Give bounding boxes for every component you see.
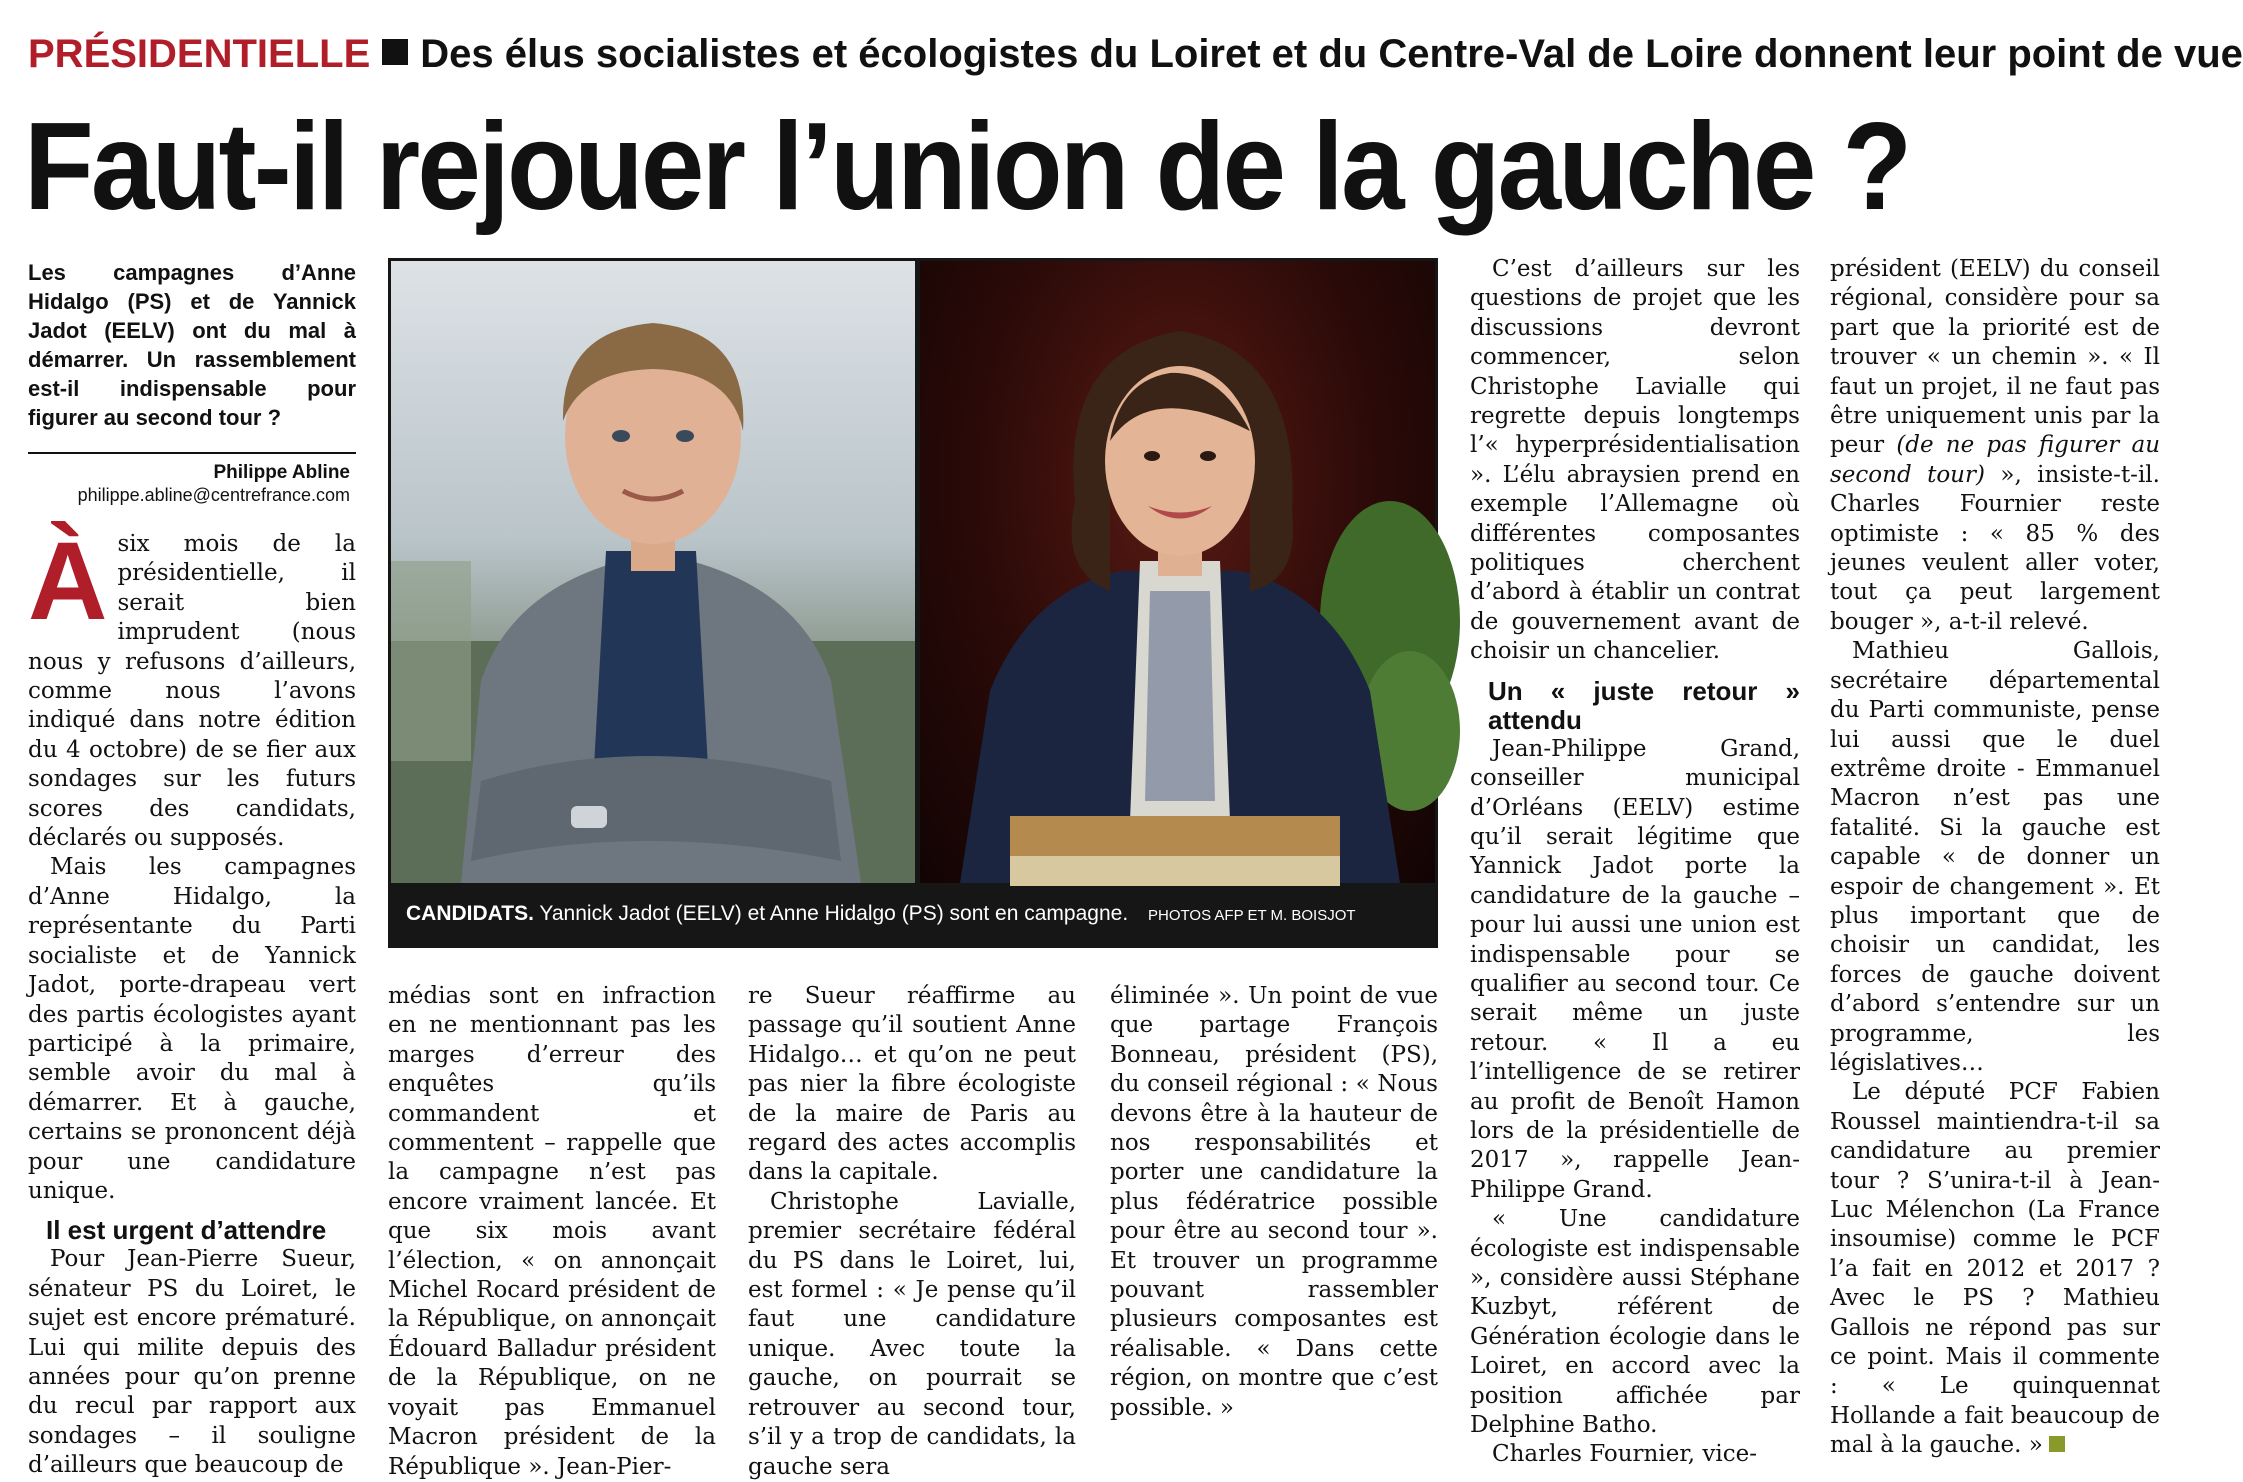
square-bullet-icon — [382, 39, 408, 65]
article-paragraph: C’est d’ailleurs sur les questions de projet que les discussions devront commencer, selon Christophe Lavialle qui regrette depuis longtemps l’« hyperprésidentialisation ». L’élu abraysien prend en exemple l’Allemagne où différentes composantes politiques cherchent d’abord à établir un contrat de gouvernement avant de choisir un chancelier. — [1470, 256, 1800, 665]
byline — [28, 462, 350, 506]
article-paragraph: Christophe Lavialle, premier secrétaire fédéral du PS dans le Loiret, lui, est formel : « Je pense qu’il faut une candidature unique. Avec toute la gauche, on pourrait se retrouver au second tour, s’il y a trop de candidats, la gauche sera — [748, 1188, 1076, 1480]
article-paragraph: éliminée ». Un point de vue que partage François Bonneau, président (PS), du conseil régional : « Nous devons être à la hauteur de nos responsabilités et porter une candidature la plus fédératrice possible pour être au second tour ». Et trouver un programme pouvant rassembler plusieurs composantes est réalisable. « Dans cette région, on montre que c’est possible. » — [1110, 983, 1438, 1421]
end-square-icon — [2049, 1436, 2065, 1452]
article-paragraph: re Sueur réaffirme au passage qu’il soutient Anne Hidalgo… et qu’on ne peut pas nier la fibre écologiste de la maire de Paris au regard des actes accomplis dans la capitale. — [748, 983, 1076, 1186]
candidates-photo — [388, 258, 1438, 948]
photo-credit: PHOTOS AFP ET M. BOISJOT — [1148, 907, 1356, 924]
subheading: Un « juste retour » attendu — [1488, 675, 1800, 735]
portrait-woman-illustration — [920, 261, 1435, 883]
caption-text: Yannick Jadot (EELV) et Anne Hidalgo (PS) sont en campagne. — [539, 902, 1129, 925]
article-paragraph: Charles Fournier, vice- — [1492, 1441, 1758, 1468]
drop-cap: À — [28, 520, 108, 643]
photo-yannick-jadot — [391, 261, 915, 883]
article-paragraph: médias sont en infraction en ne mentionnant pas les marges d’erreur des enquêtes qu’ils commandent et commentent – rappelle que la campagne n’est pas encore vraiment lancée. Et que six mois avant l’élection, « on annonçait Michel Rocard président de la République, on annonçait Édouard Balladur président de la République, on ne voyait pas Emmanuel Macron président de la République ». Jean-Pier- — [388, 983, 716, 1480]
author-name: Philippe Abline — [213, 462, 350, 483]
author-email[interactable]: philippe.abline@centrefrance.com — [77, 485, 350, 505]
article-paragraph: Pour Jean-Pierre Sueur, sénateur PS du Loiret, le sujet est encore prématuré. Lui qui milite depuis des années pour qu’on prenne du recul par rapport aux sondages – il souligne d’ailleurs que beaucoup de — [28, 1246, 356, 1479]
article-column-4 — [1110, 982, 1438, 1467]
article-column-3 — [748, 982, 1076, 1480]
article-paragraph: Le député PCF Fabien Roussel maintiendra-t-il sa candidature au premier tour ? S’unira-t-il à Jean-Luc Mélenchon (La France insoumise) comme le PCF l’a fait en 2012 et 2017 ? Avec le PS ? Mathieu Gallois ne répond pas sur ce point. Mais il commente : « Le quinquennat Hollande a fait beaucoup de mal à la gauche. » — [1830, 1079, 2160, 1459]
article-column-2 — [388, 982, 716, 1480]
article-paragraph: président (EELV) du conseil régional, considère pour sa part que la priorité est de trouver « un chemin ». « Il faut un projet, il ne faut pas être uniquement unis par la peur (de ne pas figurer au second tour) », insiste-t-il. Charles Fournier reste optimiste : « 85 % des jeunes veulent aller voter, tout ça peut largement bouger », a-t-il relevé. — [1830, 256, 2161, 635]
headline: Faut-il rejouer l’union de la gauche ? — [24, 98, 1910, 236]
article-paragraph: Mais les campagnes d’Anne Hidalgo, la représentante du Parti socialiste et de Yannick Jadot, porte-drapeau vert des partis écologistes ayant participé à la primaire, semble avoir du mal à démarrer. Et à gauche, certains se prononcent déjà pour une candidature unique. — [28, 854, 356, 1204]
photo-caption — [406, 894, 1428, 934]
subheading: Il est urgent d’attendre — [46, 1215, 327, 1246]
caption-label: CANDIDATS. — [406, 902, 534, 925]
portrait-man-illustration — [391, 261, 915, 883]
kicker-line — [28, 26, 2243, 82]
byline-divider — [28, 452, 356, 454]
article-paragraph: Àsix mois de la présidentielle, il serait bien imprudent (nous nous y refusons d’ailleurs, comme nous l’avons indiqué dans notre édition du 4 octobre) de se fier aux sondages sur les futurs scores des candidats, déclarés ou supposés. — [28, 520, 356, 852]
article-paragraph: « Une candidature écologiste est indispensable », considère aussi Stéphane Kuzbyt, référent de Génération écologie dans le Loiret, en accord avec la position affichée par Delphine Batho. — [1470, 1206, 1800, 1439]
deck-text: Des élus socialistes et écologistes du Loiret et du Centre-Val de Loire donnent leur point de vue — [420, 32, 2243, 76]
photo-anne-hidalgo — [920, 261, 1435, 883]
article-column-1 — [28, 520, 356, 1479]
article-column-6 — [1830, 255, 2160, 1467]
article-paragraph: Mathieu Gallois, secrétaire départemental du Parti communiste, pense lui aussi que le duel extrême droite - Emmanuel Macron n’est pas une fatalité. Si la gauche est capable « de donner un espoir de changement ». Et plus important que de choisir un candidat, les forces de gauche doivent d’abord s’entendre sur un programme, les législatives… — [1830, 638, 2160, 1076]
article-paragraph: Jean-Philippe Grand, conseiller municipal d’Orléans (EELV) estime qu’il serait légitime que Yannick Jadot porte la candidature de la gauche – pour lui aussi une union est indispensable pour se qualifier au second tour. Ce serait même un juste retour. « Il a eu l’intelligence de se retirer au profit de Benoît Hamon lors de la présidentielle de 2017 », rappelle Jean-Philippe Grand. — [1470, 735, 1800, 1203]
article-column-5 — [1470, 255, 1800, 1467]
lead-paragraph: Les campagnes d’Anne Hidalgo (PS) et de Yannick Jadot (EELV) ont du mal à démarrer. Un rassemblement est-il indispensable pour figurer au second tour ? — [28, 260, 356, 430]
rubric-label: PRÉSIDENTIELLE — [28, 32, 371, 76]
